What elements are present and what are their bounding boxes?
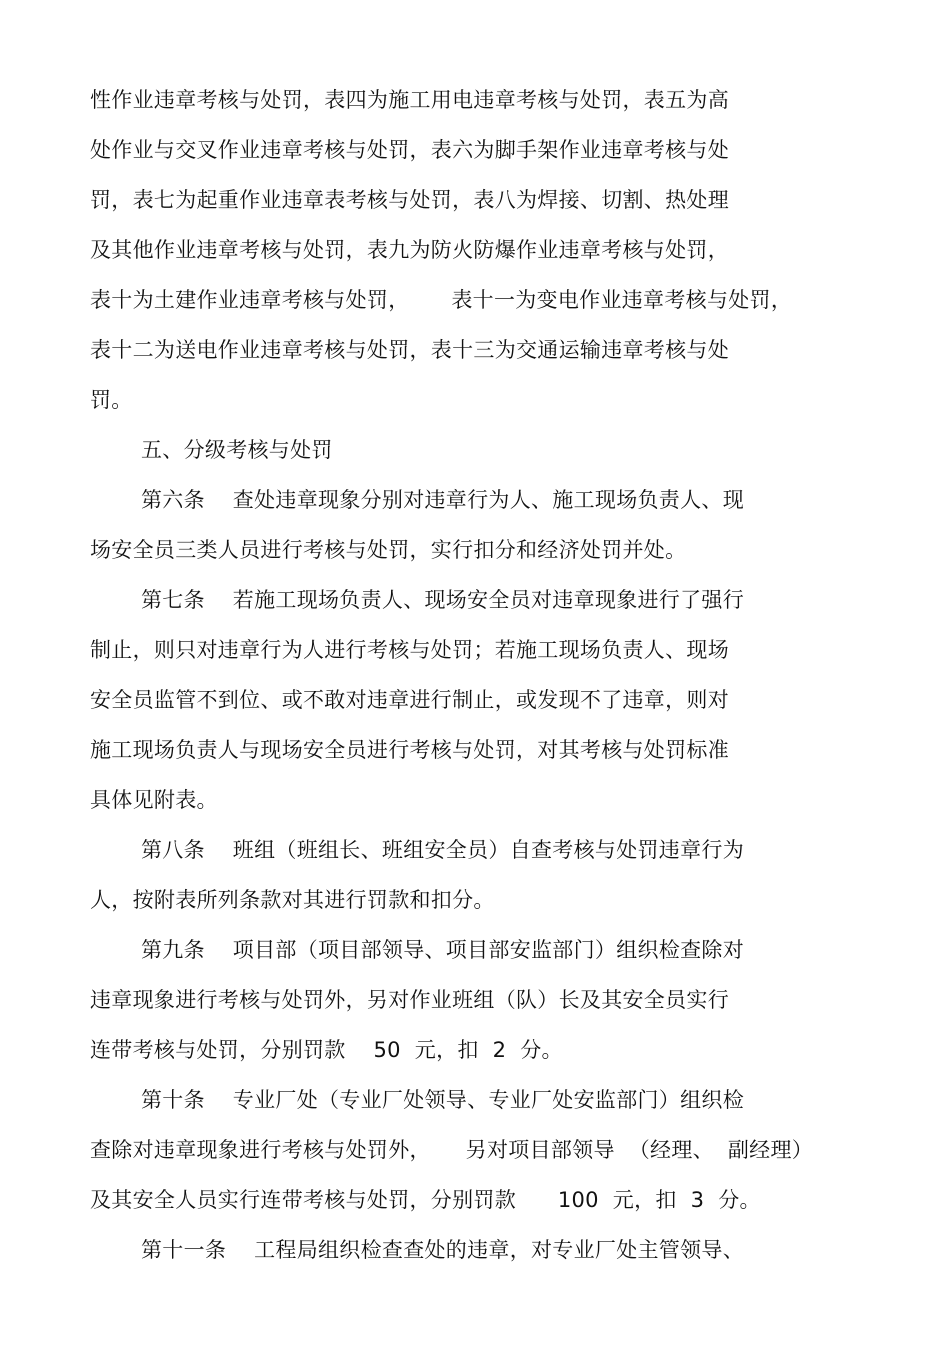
text-line: 及其安全人员实行连带考核与处罚，分别罚款 100 元，扣 3 分。 bbox=[90, 1188, 761, 1212]
text-line: 表十为土建作业违章考核与处罚， 表十一为变电作业违章考核与处罚， bbox=[90, 288, 793, 312]
text-line: 具体见附表。 bbox=[90, 788, 218, 812]
text-line: 性作业违章考核与处罚，表四为施工用电违章考核与处罚，表五为高 bbox=[90, 88, 729, 112]
text-line: 人，按附表所列条款对其进行罚款和扣分。 bbox=[90, 888, 495, 912]
text-line: 施工现场负责人与现场安全员进行考核与处罚，对其考核与处罚标准 bbox=[90, 738, 729, 762]
text-line: 违章现象进行考核与处罚外，另对作业班组（队）长及其安全员实行 bbox=[90, 988, 729, 1012]
text-line: 安全员监管不到位、或不敢对违章进行制止，或发现不了违章，则对 bbox=[90, 688, 729, 712]
article-9-start: 第九条 项目部（项目部领导、项目部安监部门）组织检查除对 bbox=[141, 938, 744, 962]
article-8-start: 第八条 班组（班组长、班组安全员）自查考核与处罚违章行为 bbox=[141, 838, 744, 862]
text-line: 处作业与交叉作业违章考核与处罚，表六为脚手架作业违章考核与处 bbox=[90, 138, 729, 162]
article-7-start: 第七条 若施工现场负责人、现场安全员对违章现象进行了强行 bbox=[141, 588, 744, 612]
article-6-start: 第六条 查处违章现象分别对违章行为人、施工现场负责人、现 bbox=[141, 488, 744, 512]
text-line: 查除对违章现象进行考核与处罚外， 另对项目部领导 （经理、 副经理） bbox=[90, 1138, 814, 1162]
section-heading: 五、分级考核与处罚 bbox=[141, 438, 333, 462]
text-line: 罚，表七为起重作业违章表考核与处罚，表八为焊接、切割、热处理 bbox=[90, 188, 729, 212]
text-line: 罚。 bbox=[90, 388, 133, 412]
text-line: 及其他作业违章考核与处罚，表九为防火防爆作业违章考核与处罚， bbox=[90, 238, 729, 262]
text-line: 表十二为送电作业违章考核与处罚，表十三为交通运输违章考核与处 bbox=[90, 338, 729, 362]
article-10-start: 第十条 专业厂处（专业厂处领导、专业厂处安监部门）组织检 bbox=[141, 1088, 744, 1112]
text-line: 场安全员三类人员进行考核与处罚，实行扣分和经济处罚并处。 bbox=[90, 538, 687, 562]
article-11-start: 第十一条 工程局组织检查查处的违章，对专业厂处主管领导、 bbox=[141, 1238, 744, 1262]
text-line: 制止，则只对违章行为人进行考核与处罚；若施工现场负责人、现场 bbox=[90, 638, 729, 662]
text-line: 连带考核与处罚，分别罚款 50 元，扣 2 分。 bbox=[90, 1038, 563, 1062]
